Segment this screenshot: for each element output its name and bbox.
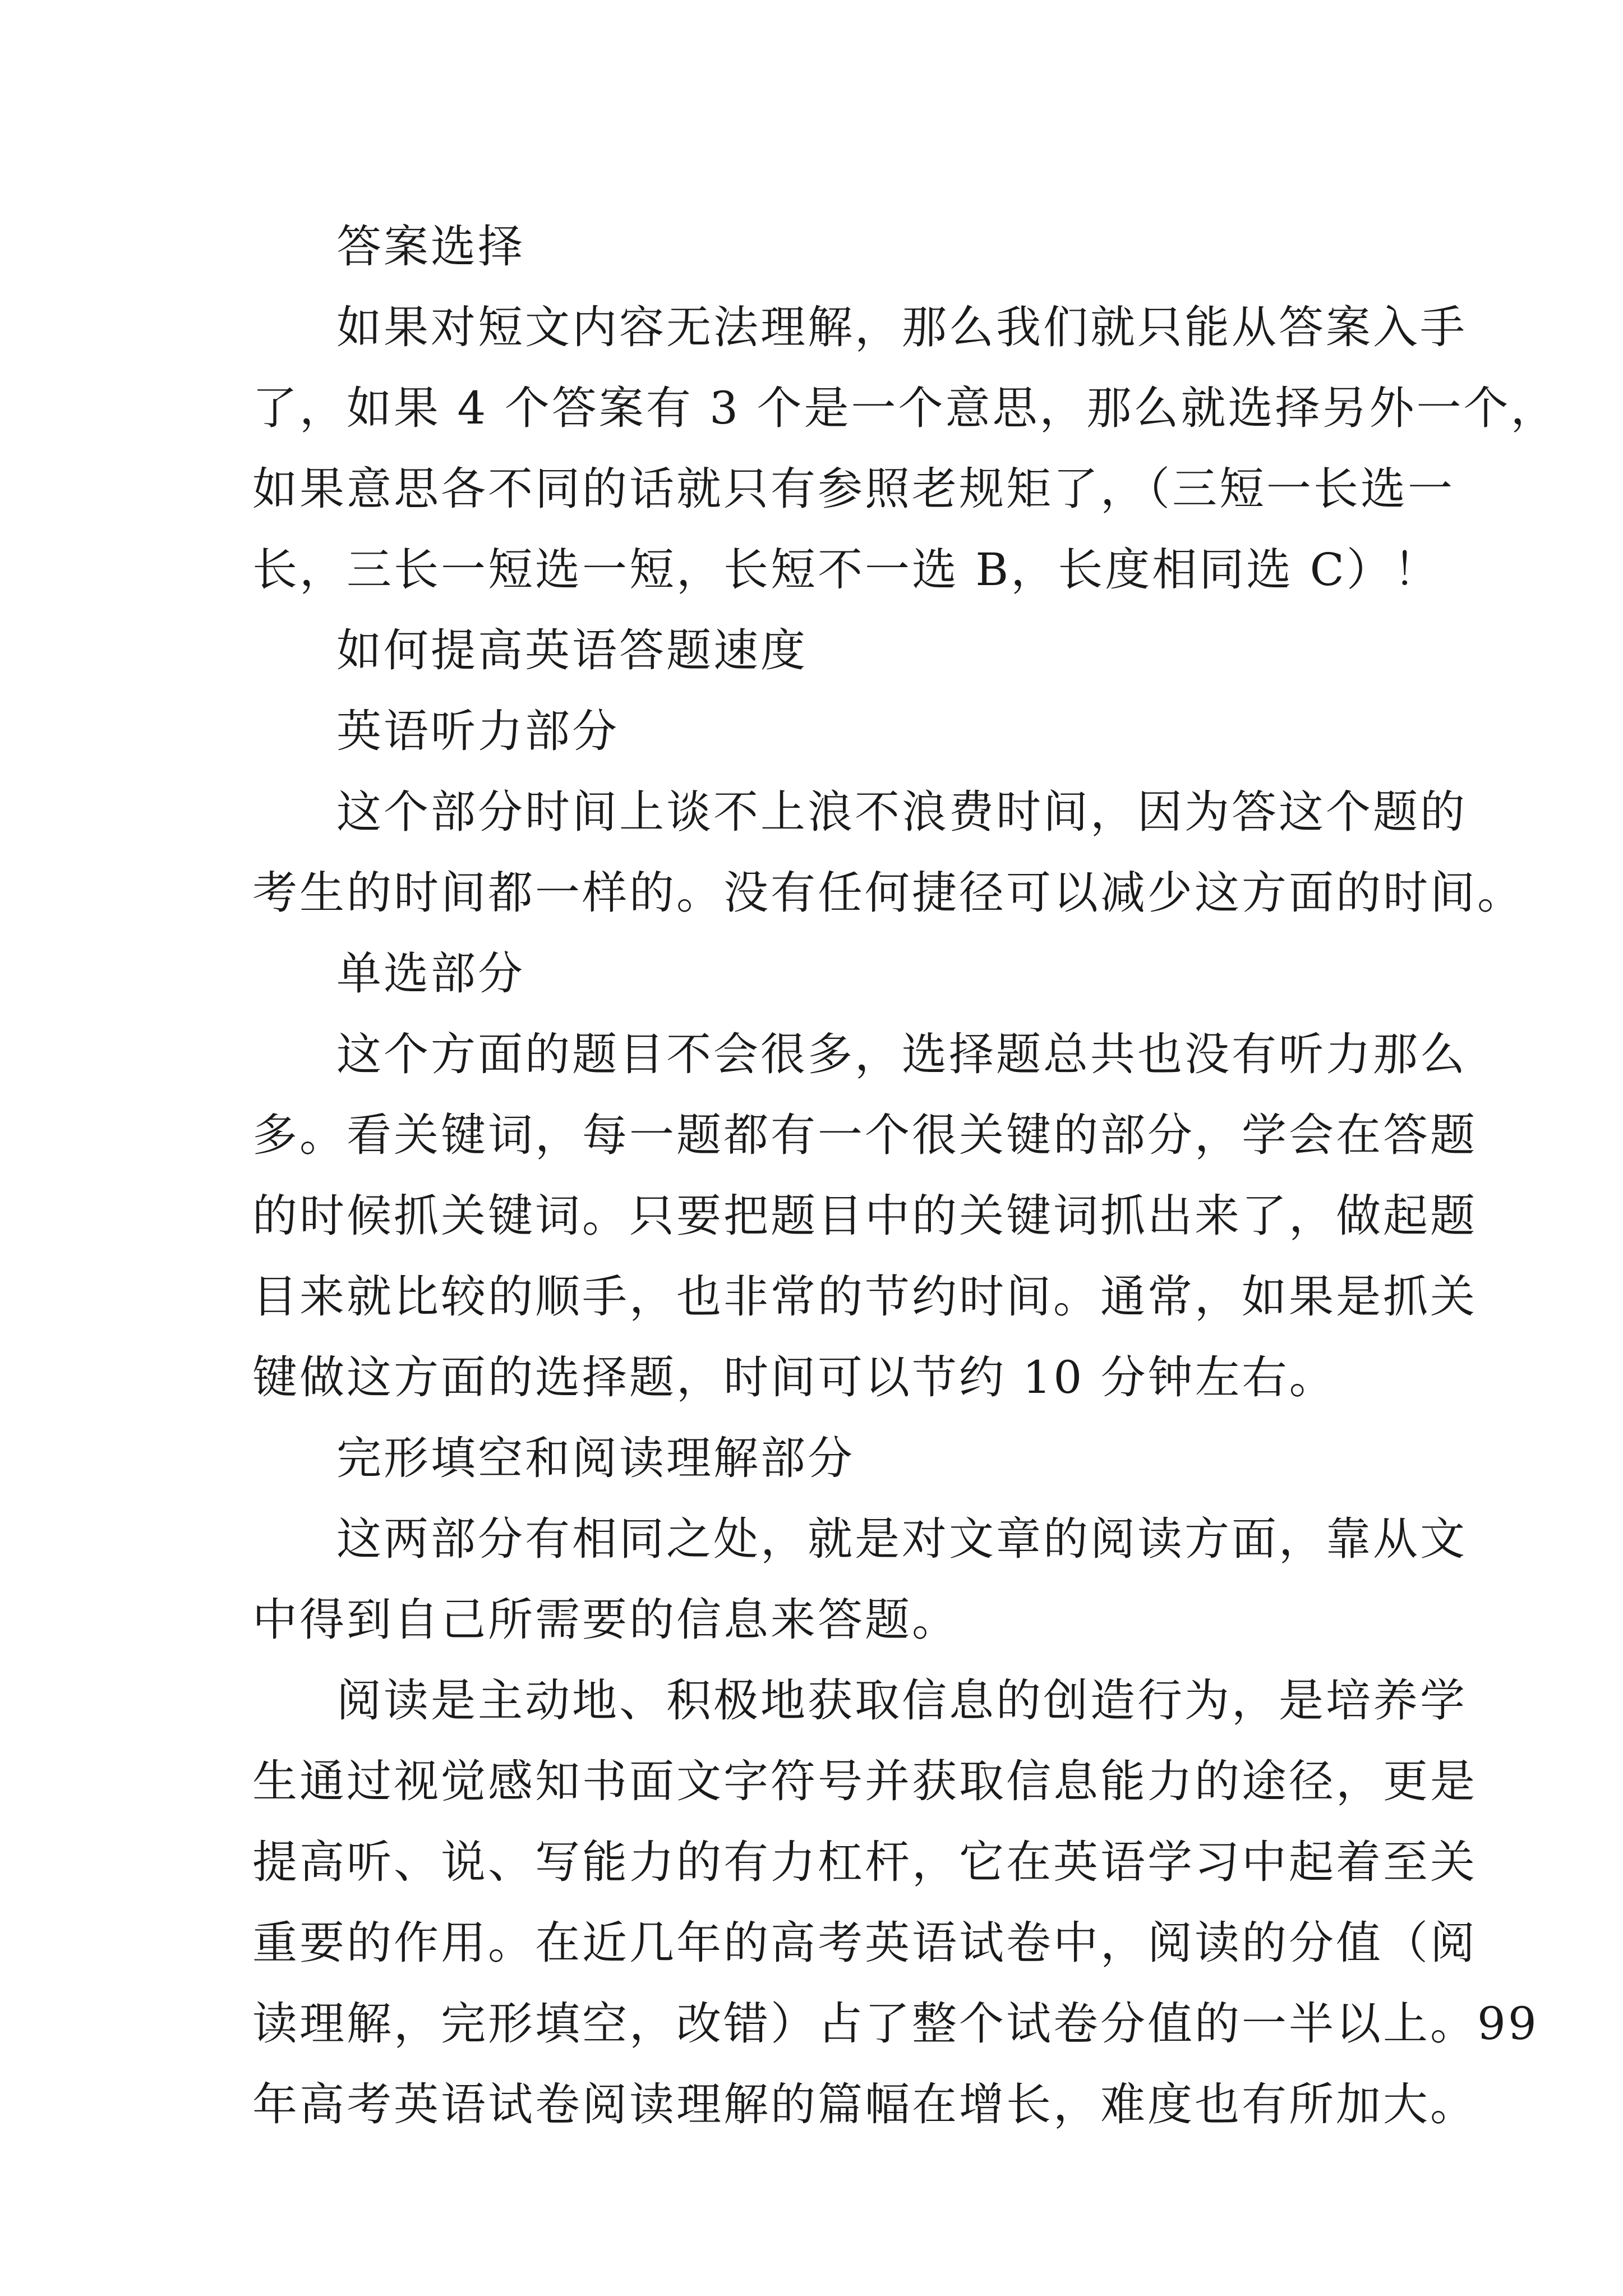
paragraph-line: 考生的时间都一样的。没有任何捷径可以减少这方面的时间。 <box>252 867 1524 919</box>
document-page <box>252 206 1558 2145</box>
paragraph-line: 生通过视觉感知书面文字符号并获取信息能力的途径，更是 <box>252 1755 1477 1807</box>
paragraph-line: 目来就比较的顺手，也非常的节约时间。通常，如果是抓关 <box>252 1271 1477 1323</box>
paragraph-line: 长，三长一短选一短，长短不一选 B，长度相同选 C）！ <box>252 544 1441 596</box>
paragraph-line: 的时候抓关键词。只要把题目中的关键词抓出来了，做起题 <box>252 1190 1477 1242</box>
heading-listening: 英语听力部分 <box>336 705 619 757</box>
paragraph-line: 这个部分时间上谈不上浪不浪费时间，因为答这个题的 <box>336 786 1467 838</box>
heading-single-choice: 单选部分 <box>336 947 525 1000</box>
heading-answer-selection: 答案选择 <box>336 220 525 273</box>
paragraph-line: 阅读是主动地、积极地获取信息的创造行为，是培养学 <box>336 1674 1467 1727</box>
paragraph-line: 重要的作用。在近几年的高考英语试卷中，阅读的分值（阅 <box>252 1917 1477 1969</box>
paragraph-line: 这个方面的题目不会很多，选择题总共也没有听力那么 <box>336 1028 1467 1080</box>
paragraph-line: 中得到自己所需要的信息来答题。 <box>252 1594 959 1646</box>
paragraph-line: 这两部分有相同之处，就是对文章的阅读方面，靠从文 <box>336 1513 1467 1565</box>
paragraph-line: 多。看关键词，每一题都有一个很关键的部分，学会在答题 <box>252 1109 1477 1161</box>
paragraph-line: 键做这方面的选择题，时间可以节约 10 分钟左右。 <box>252 1351 1336 1404</box>
paragraph-line: 年高考英语试卷阅读理解的篇幅在增长，难度也有所加大。 <box>252 2078 1477 2131</box>
heading-improve-speed: 如何提高英语答题速度 <box>336 624 808 677</box>
paragraph-line: 如果意思各不同的话就只有参照老规矩了，（三短一长选一 <box>252 463 1455 515</box>
paragraph-line: 如果对短文内容无法理解，那么我们就只能从答案入手 <box>336 301 1467 353</box>
paragraph-line: 了，如果 4 个答案有 3 个是一个意思，那么就选择另外一个， <box>252 382 1558 434</box>
paragraph-line: 读理解，完形填空，改错）占了整个试卷分值的一半以上。99 <box>252 1998 1539 2050</box>
heading-cloze-reading: 完形填空和阅读理解部分 <box>336 1432 855 1484</box>
paragraph-line: 提高听、说、写能力的有力杠杆，它在英语学习中起着至关 <box>252 1836 1477 1888</box>
